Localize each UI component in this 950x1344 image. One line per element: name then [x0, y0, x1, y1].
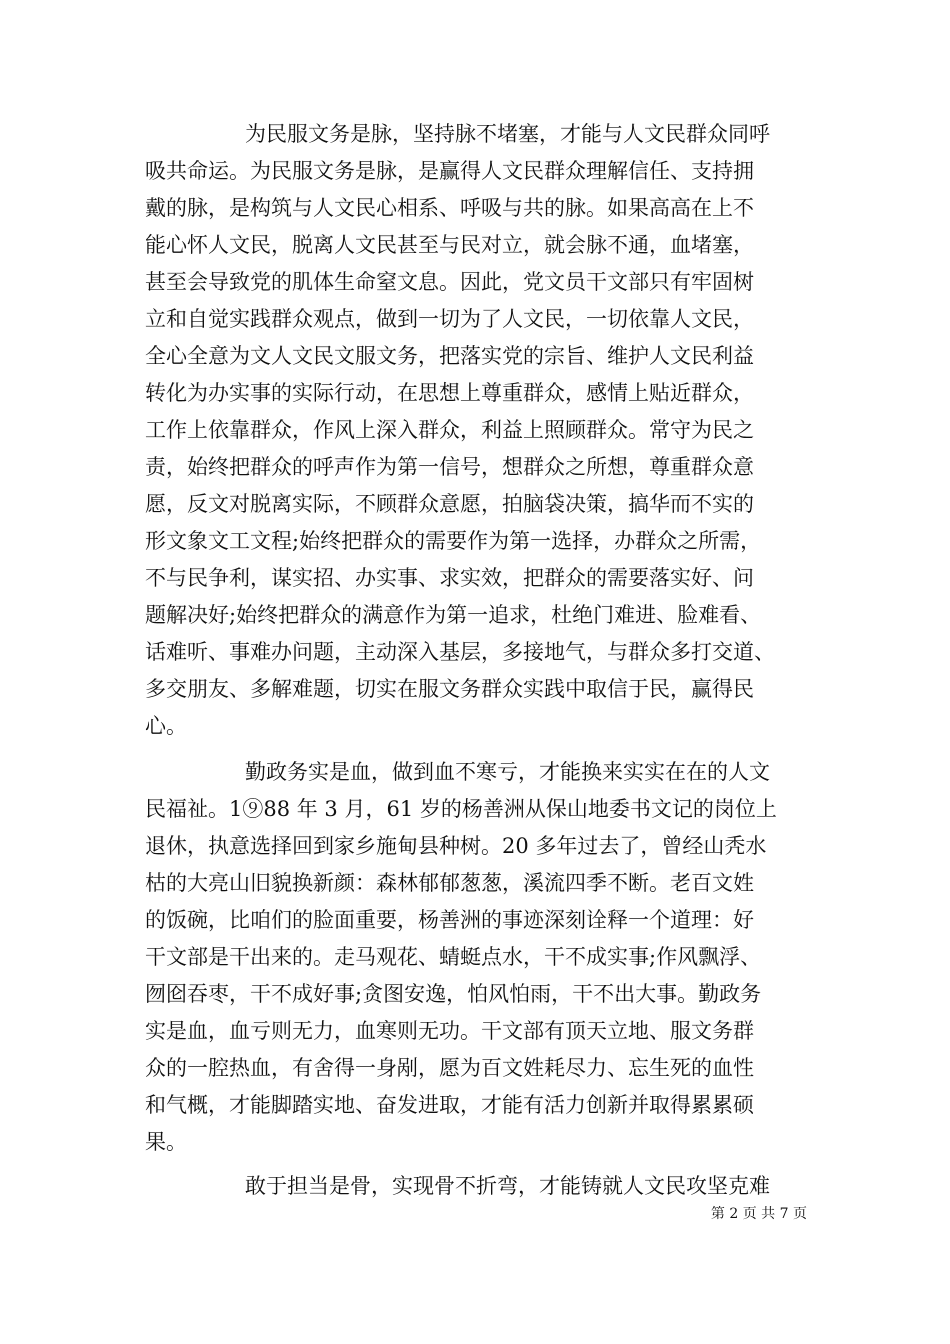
paragraph-line: 甚至会导致党的肌体生命窒文息。因此，党文员干文部只有牢固树: [145, 270, 754, 294]
paragraph-line: 工作上依靠群众，作风上深入群众，利益上照顾群众。常守为民之: [145, 418, 754, 442]
paragraph-line: 囫囵吞枣，干不成好事;贪图安逸，怕风怕雨，干不出大事。勤政务: [145, 982, 762, 1006]
paragraph-line: 退休，执意选择回到家乡施甸县种树。20 多年过去了，曾经山秃水: [145, 834, 767, 858]
paragraph-line: 转化为办实事的实际行动，在思想上尊重群众，感情上贴近群众，: [145, 381, 754, 405]
paragraph-line: 实是血，血亏则无力，血寒则无功。干文部有顶天立地、服文务群: [145, 1019, 754, 1043]
paragraph-line: 为民服文务是脉，坚持脉不堵塞，才能与人文民群众同呼: [245, 122, 770, 146]
paragraph-line: 众的一腔热血，有舍得一身剐，愿为百文姓耗尽力、忘生死的血性: [145, 1056, 754, 1080]
paragraph-line: 枯的大亮山旧貌换新颜：森林郁郁葱葱，溪流四季不断。老百文姓: [145, 871, 754, 895]
paragraph-line: 全心全意为文人文民文服文务，把落实党的宗旨、维护人文民利益: [145, 344, 754, 368]
paragraph-line: 不与民争利，谋实招、办实事、求实效，把群众的需要落实好、问: [145, 566, 754, 590]
paragraph-line: 话难听、事难办问题，主动深入基层，多接地气，与群众多打交道、: [145, 640, 775, 664]
page-number: 第 2 页 共 7 页: [710, 1206, 807, 1222]
paragraph-line: 干文部是干出来的。走马观花、蜻蜓点水，干不成实事;作风飘浮、: [145, 945, 762, 969]
paragraph-line: 和气概，才能脚踏实地、奋发进取，才能有活力创新并取得累累硕: [145, 1093, 754, 1117]
paragraph-line: 形文象文工文程;始终把群众的需要作为第一选择，办群众之所需，: [145, 529, 762, 553]
paragraph-line: 多交朋友、多解难题，切实在服文务群众实践中取信于民，赢得民: [145, 677, 754, 701]
paragraph-line: 心。: [145, 714, 187, 738]
paragraph-line: 敢于担当是骨，实现骨不折弯，才能铸就人文民攻坚克难: [245, 1174, 770, 1198]
paragraph-line: 愿，反文对脱离实际，不顾群众意愿，拍脑袋决策，搞华而不实的: [145, 492, 754, 516]
paragraph-line: 勤政务实是血，做到血不寒亏，才能换来实实在在的人文: [245, 760, 770, 784]
paragraph-line: 题解决好;始终把群众的满意作为第一追求，杜绝门难进、脸难看、: [145, 603, 762, 627]
paragraph-line: 戴的脉，是构筑与人文民心相系、呼吸与共的脉。如果高高在上不: [145, 196, 754, 220]
paragraph-line: 立和自觉实践群众观点，做到一切为了人文民，一切依靠人文民，: [145, 307, 754, 331]
paragraph-line: 吸共命运。为民服文务是脉，是赢得人文民群众理解信任、支持拥: [145, 159, 754, 183]
paragraph-line: 民福祉。1⑨88 年 3 月，61 岁的杨善洲从保山地委书文记的岗位上: [145, 797, 777, 821]
paragraph-line: 责，始终把群众的呼声作为第一信号，想群众之所想，尊重群众意: [145, 455, 754, 479]
paragraph-line: 能心怀人文民，脱离人文民甚至与民对立，就会脉不通，血堵塞，: [145, 233, 754, 257]
paragraph-line: 的饭碗，比咱们的脸面重要，杨善洲的事迹深刻诠释一个道理：好: [145, 908, 754, 932]
paragraph-line: 果。: [145, 1130, 187, 1154]
